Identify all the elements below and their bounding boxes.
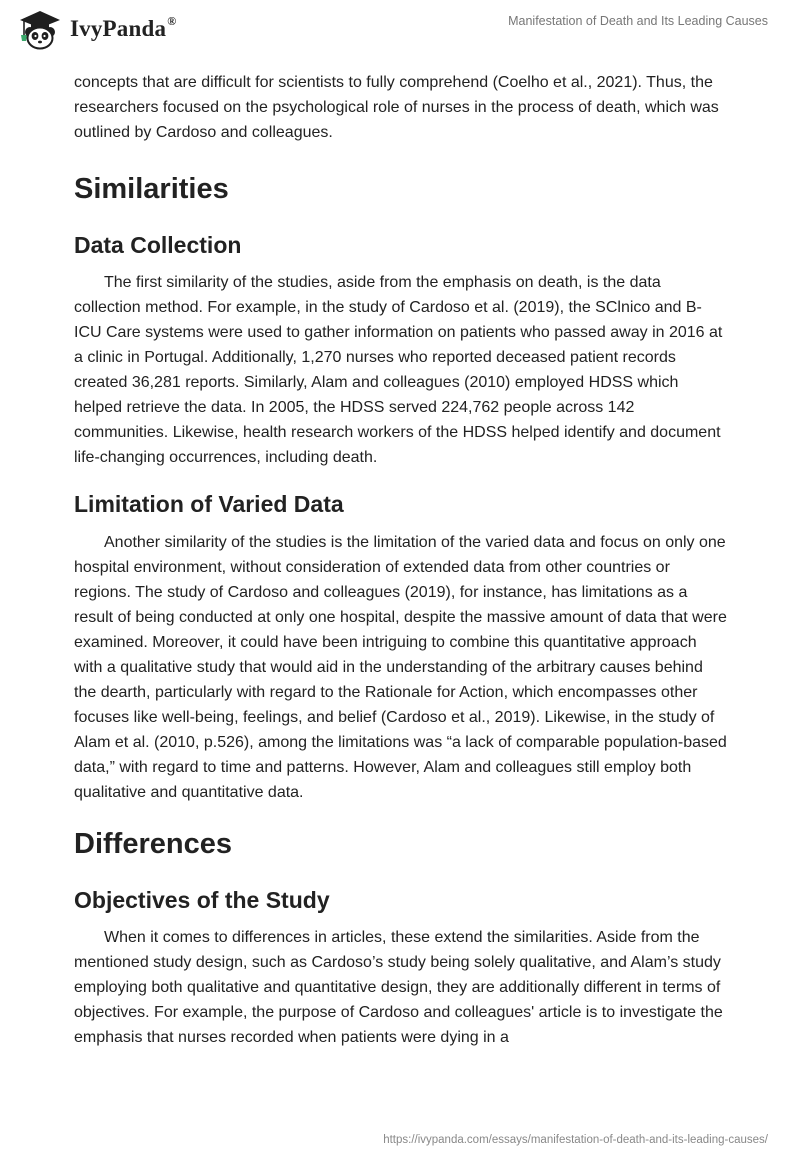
- ivypanda-logo[interactable]: [14, 8, 176, 50]
- heading-differences: Differences: [74, 828, 232, 860]
- heading-limitation-of-varied-data: Limitation of Varied Data: [74, 491, 344, 517]
- limitation-paragraph: Another similarity of the studies is the limitation of the varied data and focus on only one hospital environment, without consideration of extended data from other countries or regions. The study of Cardoso and colleagues (2019), for instance, has limitations as a result of being conducted at only one hospital, despite the massive amount of data that were examined. Moreover, it could have been intriguing to combine this quantitative approach with a qualitative study that would aid in the understanding of the arbitrary causes behind the dearth, particularly with regard to the Rationale for Action, which encompasses other focuses like well-being, feelings, and belief (Cardoso et al., 2019). Likewise, in the study of Alam et al. (2010, p.526), among the limitations was “a lack of comparable population-based data,” with regard to time and patterns. However, Alam and colleagues still employ both qualitative and quantitative data.: [74, 534, 727, 801]
- source-url[interactable]: https://ivypanda.com/essays/manifestation-of-death-and-its-leading-causes/: [383, 1134, 768, 1146]
- objectives-paragraph: When it comes to differences in articles, these extend the similarities. Aside from the mentioned study design, such as Cardoso’s study being solely qualitative, and Alam’s study employing both qualitative and quantitative design, they are additionally different in terms of objectives. For example, the purpose of Cardoso and colleagues' article is to investigate the emphasis that nurses recorded when patients were dying in a: [74, 929, 723, 1046]
- panda-graduation-icon: [14, 8, 64, 50]
- data-collection-paragraph: The first similarity of the studies, aside from the emphasis on death, is the data collection method. For example, in the study of Cardoso et al. (2019), the SClnico and B-ICU Care systems were used to gather information on patients who passed away in 2016 at a clinic in Portugal. Additionally, 1,270 nurses who reported deceased patient records created 36,281 reports. Similarly, Alam and colleagues (2010) employed HDSS which helped retrieve the data. In 2005, the HDSS served 224,762 people across 142 communities. Likewise, health research workers of the HDSS helped identify and document life-changing occurrences, including death.: [74, 274, 723, 466]
- brand-name: IvyPanda®: [70, 14, 177, 41]
- heading-data-collection: Data Collection: [74, 232, 242, 258]
- intro-paragraph: concepts that are difficult for scientists to fully comprehend (Coelho et al., 2021). Thus, the researchers focused on the psychological role of nurses in the process of death, which was outlined by Cardoso and colleagues.: [74, 74, 719, 141]
- heading-similarities: Similarities: [74, 173, 229, 205]
- page-header: [0, 0, 800, 64]
- essay-content: [74, 70, 728, 1050]
- heading-objectives-of-the-study: Objectives of the Study: [74, 887, 330, 913]
- document-title: Manifestation of Death and Its Leading Causes: [508, 14, 768, 28]
